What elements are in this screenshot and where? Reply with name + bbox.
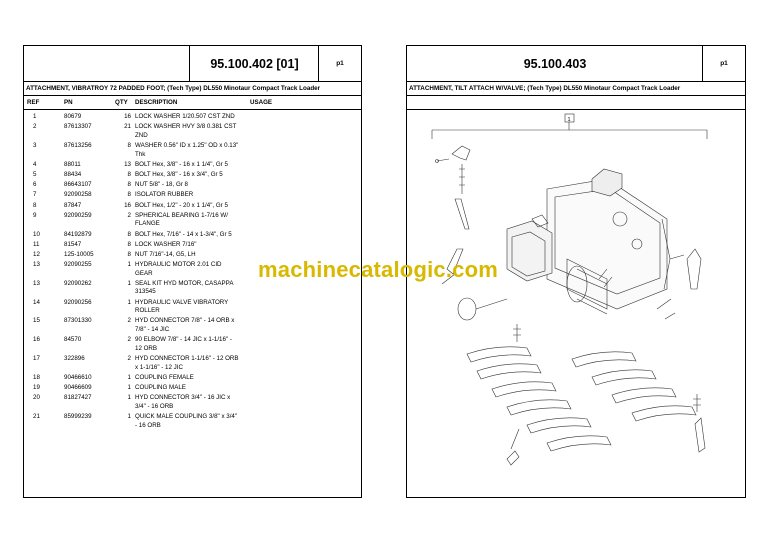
table-row bbox=[24, 191, 361, 201]
ref-cell: 16 bbox=[33, 336, 40, 344]
table-row bbox=[24, 336, 361, 355]
description-line: LOCK WASHER 1/20.507 CST ZND bbox=[135, 113, 235, 120]
description-cell bbox=[135, 299, 275, 316]
pn-cell: 90466609 bbox=[64, 384, 92, 392]
ref-cell: 1 bbox=[33, 113, 37, 120]
pn-cell: 84192879 bbox=[64, 230, 92, 238]
description-line: BOLT Hex, 3/8" - 16 x 1 1/4", Gr 5 bbox=[135, 160, 228, 168]
pn-column-header: PN bbox=[64, 99, 73, 106]
description-cell bbox=[135, 355, 275, 372]
description-line: HYD CONNECTOR 7/8" - 14 ORB x bbox=[135, 317, 235, 325]
page-title: ATTACHMENT, TILT ATTACH W/VALVE; (Tech Type) DL550 Minotaur Compact Track Loader bbox=[407, 82, 745, 96]
table-row bbox=[24, 355, 361, 374]
ref-cell: 21 bbox=[33, 413, 40, 421]
table-row bbox=[24, 142, 361, 161]
description-line: QUICK MALE COUPLING 3/8" x 3/4" bbox=[135, 413, 238, 421]
qty-cell: 2 bbox=[127, 336, 131, 344]
description-line: 90 ELBOW 7/8" - 14 JIC x 1-1/16" - bbox=[135, 336, 232, 344]
column-header bbox=[24, 96, 361, 110]
qty-cell: 2 bbox=[127, 211, 131, 219]
qty-cell: 1 bbox=[127, 384, 131, 392]
ref-cell: 18 bbox=[33, 373, 40, 381]
description-line: ZND bbox=[135, 131, 148, 139]
description-line: LOCK WASHER 7/16" bbox=[135, 240, 197, 248]
description-line: x 1-1/16" - 12 JIC bbox=[135, 363, 183, 371]
qty-cell: 16 bbox=[124, 113, 131, 120]
table-row bbox=[24, 374, 361, 384]
description-cell bbox=[135, 413, 275, 430]
table-row bbox=[24, 161, 361, 171]
ref-cell: 19 bbox=[33, 384, 40, 392]
description-cell bbox=[135, 280, 275, 297]
pn-cell: 87301330 bbox=[64, 317, 92, 325]
watermark: machinecatalogic.com bbox=[258, 257, 498, 282]
table-row bbox=[24, 212, 361, 231]
usage-column-header: USAGE bbox=[250, 99, 273, 106]
page-title: ATTACHMENT, VIBRATROY 72 PADDED FOOT; (Tech Type) DL550 Minotaur Compact Track Loader bbox=[24, 82, 361, 96]
qty-cell: 1 bbox=[127, 413, 131, 421]
ref-cell: 2 bbox=[33, 123, 37, 131]
doc-number: 95.100.403 bbox=[523, 56, 587, 71]
qty-cell: 8 bbox=[127, 181, 131, 189]
qty-cell: 8 bbox=[127, 191, 131, 199]
description-line: WASHER 0.56" ID x 1.25" OD x 0.13" bbox=[135, 141, 239, 149]
ref-cell: 13 bbox=[33, 279, 40, 287]
qty-cell: 1 bbox=[127, 394, 131, 402]
ref-cell: 6 bbox=[33, 181, 37, 189]
description-line: 3/4" - 16 ORB bbox=[135, 402, 174, 410]
ref-cell: 14 bbox=[33, 298, 40, 306]
description-cell bbox=[135, 317, 275, 334]
description-cell bbox=[135, 142, 275, 159]
ref-cell: 10 bbox=[33, 230, 40, 238]
qty-cell: 8 bbox=[127, 230, 131, 238]
qty-cell: 1 bbox=[127, 279, 131, 287]
ref-cell: 15 bbox=[33, 317, 40, 325]
qty-cell: 8 bbox=[127, 240, 131, 248]
doc-number: 95.100.402 [01] bbox=[189, 46, 319, 81]
description-line: BOLT Hex, 3/8" - 16 x 3/4", Gr 5 bbox=[135, 170, 223, 178]
description-line: NUT 7/16"-14, G5, LH bbox=[135, 250, 196, 258]
pn-cell: 322896 bbox=[64, 355, 85, 363]
page-label: p1 bbox=[318, 46, 361, 81]
description-line: BOLT Hex, 1/2" - 20 x 1 1/4", Gr 5 bbox=[135, 201, 228, 209]
table-row bbox=[24, 231, 361, 241]
column-header-spacer bbox=[407, 96, 745, 110]
description-line: HYDRAULIC MOTOR 2.01 CID bbox=[135, 261, 222, 269]
description-line: GEAR bbox=[135, 269, 153, 277]
ref-cell: 13 bbox=[33, 261, 40, 269]
description-cell bbox=[135, 113, 275, 122]
table-row bbox=[24, 202, 361, 212]
page-label: p1 bbox=[702, 46, 745, 81]
ref-cell: 7 bbox=[33, 191, 37, 199]
table-row bbox=[24, 241, 361, 251]
table-row bbox=[24, 384, 361, 394]
qty-cell: 16 bbox=[124, 201, 131, 209]
pn-cell: 85999239 bbox=[64, 413, 92, 421]
ref-cell: 4 bbox=[33, 160, 37, 168]
pn-cell: 87613256 bbox=[64, 141, 92, 149]
qty-cell: 21 bbox=[124, 123, 131, 131]
table-row bbox=[24, 413, 361, 432]
pn-cell: 92090255 bbox=[64, 261, 92, 269]
ref-cell: 12 bbox=[33, 250, 40, 258]
table-row bbox=[24, 299, 361, 318]
description-line: 313545 bbox=[135, 288, 156, 296]
pn-cell: 87847 bbox=[64, 201, 82, 209]
pn-cell: 92090256 bbox=[64, 298, 92, 306]
description-line: HYD CONNECTOR 1-1/16" - 12 ORB bbox=[135, 355, 239, 363]
qty-cell: 2 bbox=[127, 355, 131, 363]
description-line: - 16 ORB bbox=[135, 421, 161, 429]
description-line: 12 ORB bbox=[135, 344, 158, 352]
table-row bbox=[24, 123, 361, 142]
page-header bbox=[407, 46, 745, 82]
ref-cell: 17 bbox=[33, 355, 40, 363]
description-line: SEAL KIT HYD MOTOR, CASAPPA bbox=[135, 279, 234, 287]
description-cell bbox=[135, 171, 275, 180]
pn-cell: 87613307 bbox=[64, 123, 92, 131]
table-row bbox=[24, 171, 361, 181]
pn-cell: 88011 bbox=[64, 160, 81, 168]
description-line: COUPLING MALE bbox=[135, 384, 186, 392]
qty-cell: 8 bbox=[127, 141, 131, 149]
description-cell bbox=[135, 231, 275, 240]
description-cell bbox=[135, 161, 275, 170]
pn-cell: 92090258 bbox=[64, 191, 92, 199]
pn-cell: 88434 bbox=[64, 170, 82, 178]
description-cell bbox=[135, 336, 275, 353]
description-cell bbox=[135, 191, 275, 200]
ref-cell: 9 bbox=[33, 211, 37, 219]
description-line: SPHERICAL BEARING 1-7/16 W/ bbox=[135, 211, 228, 219]
page-header bbox=[24, 46, 361, 82]
qty-column-header: QTY bbox=[115, 99, 128, 106]
description-line: HYD CONNECTOR 3/4" - 16 JIC x bbox=[135, 394, 231, 402]
qty-cell: 2 bbox=[127, 317, 131, 325]
qty-cell: 8 bbox=[127, 170, 131, 178]
pn-cell: 81547 bbox=[64, 240, 82, 248]
ref-cell: 8 bbox=[33, 201, 37, 209]
pn-cell: 92090259 bbox=[64, 211, 92, 219]
description-cell bbox=[135, 181, 275, 190]
description-line: BOLT Hex, 7/16" - 14 x 1-3/4", Gr 5 bbox=[135, 230, 232, 238]
padded-foot-segments bbox=[467, 347, 696, 451]
description-line: HYDRAULIC VALVE VIBRATORY bbox=[135, 298, 229, 306]
table-row bbox=[24, 113, 361, 123]
pn-cell: 86643107 bbox=[64, 181, 92, 189]
description-cell bbox=[135, 241, 275, 250]
description-cell bbox=[135, 394, 275, 411]
ref-column-header: REF bbox=[27, 99, 40, 106]
description-line: FLANGE bbox=[135, 220, 160, 228]
pn-cell: 80679 bbox=[64, 113, 82, 120]
description-line: LOCK WASHER HVY 3/8 0.381 CST bbox=[135, 123, 237, 131]
description-cell bbox=[135, 123, 275, 140]
pn-cell: 125-10005 bbox=[64, 250, 94, 258]
description-cell bbox=[135, 212, 275, 229]
description-cell bbox=[135, 261, 275, 278]
ref-cell: 3 bbox=[33, 141, 37, 149]
callout-label: 1 bbox=[567, 117, 571, 123]
description-cell bbox=[135, 384, 275, 393]
description-column-header: DESCRIPTION bbox=[135, 99, 178, 106]
description-line: NUT 5/8" - 18, Gr 8 bbox=[135, 181, 188, 189]
pn-cell: 84570 bbox=[64, 336, 82, 344]
table-row bbox=[24, 181, 361, 191]
pn-cell: 81827427 bbox=[64, 394, 92, 402]
table-row bbox=[24, 394, 361, 413]
table-row bbox=[24, 317, 361, 336]
description-line: 7/8" - 14 JIC bbox=[135, 326, 170, 334]
description-cell bbox=[135, 202, 275, 211]
qty-cell: 1 bbox=[127, 298, 131, 306]
description-line: Thk bbox=[135, 150, 146, 158]
ref-cell: 5 bbox=[33, 170, 37, 178]
description-line: COUPLING FEMALE bbox=[135, 373, 194, 381]
description-line: ISOLATOR RUBBER bbox=[135, 191, 194, 199]
qty-cell: 1 bbox=[127, 261, 131, 269]
qty-cell: 13 bbox=[124, 160, 131, 168]
pn-cell: 90466610 bbox=[64, 373, 92, 381]
pn-cell: 92090262 bbox=[64, 279, 92, 287]
ref-cell: 20 bbox=[33, 394, 40, 402]
qty-cell: 1 bbox=[127, 373, 131, 381]
ref-cell: 11 bbox=[33, 240, 40, 248]
description-line: ROLLER bbox=[135, 307, 160, 315]
description-cell bbox=[135, 374, 275, 383]
exploded-parts-diagram bbox=[407, 109, 745, 497]
description-cell bbox=[135, 251, 275, 260]
qty-cell: 8 bbox=[127, 250, 131, 258]
